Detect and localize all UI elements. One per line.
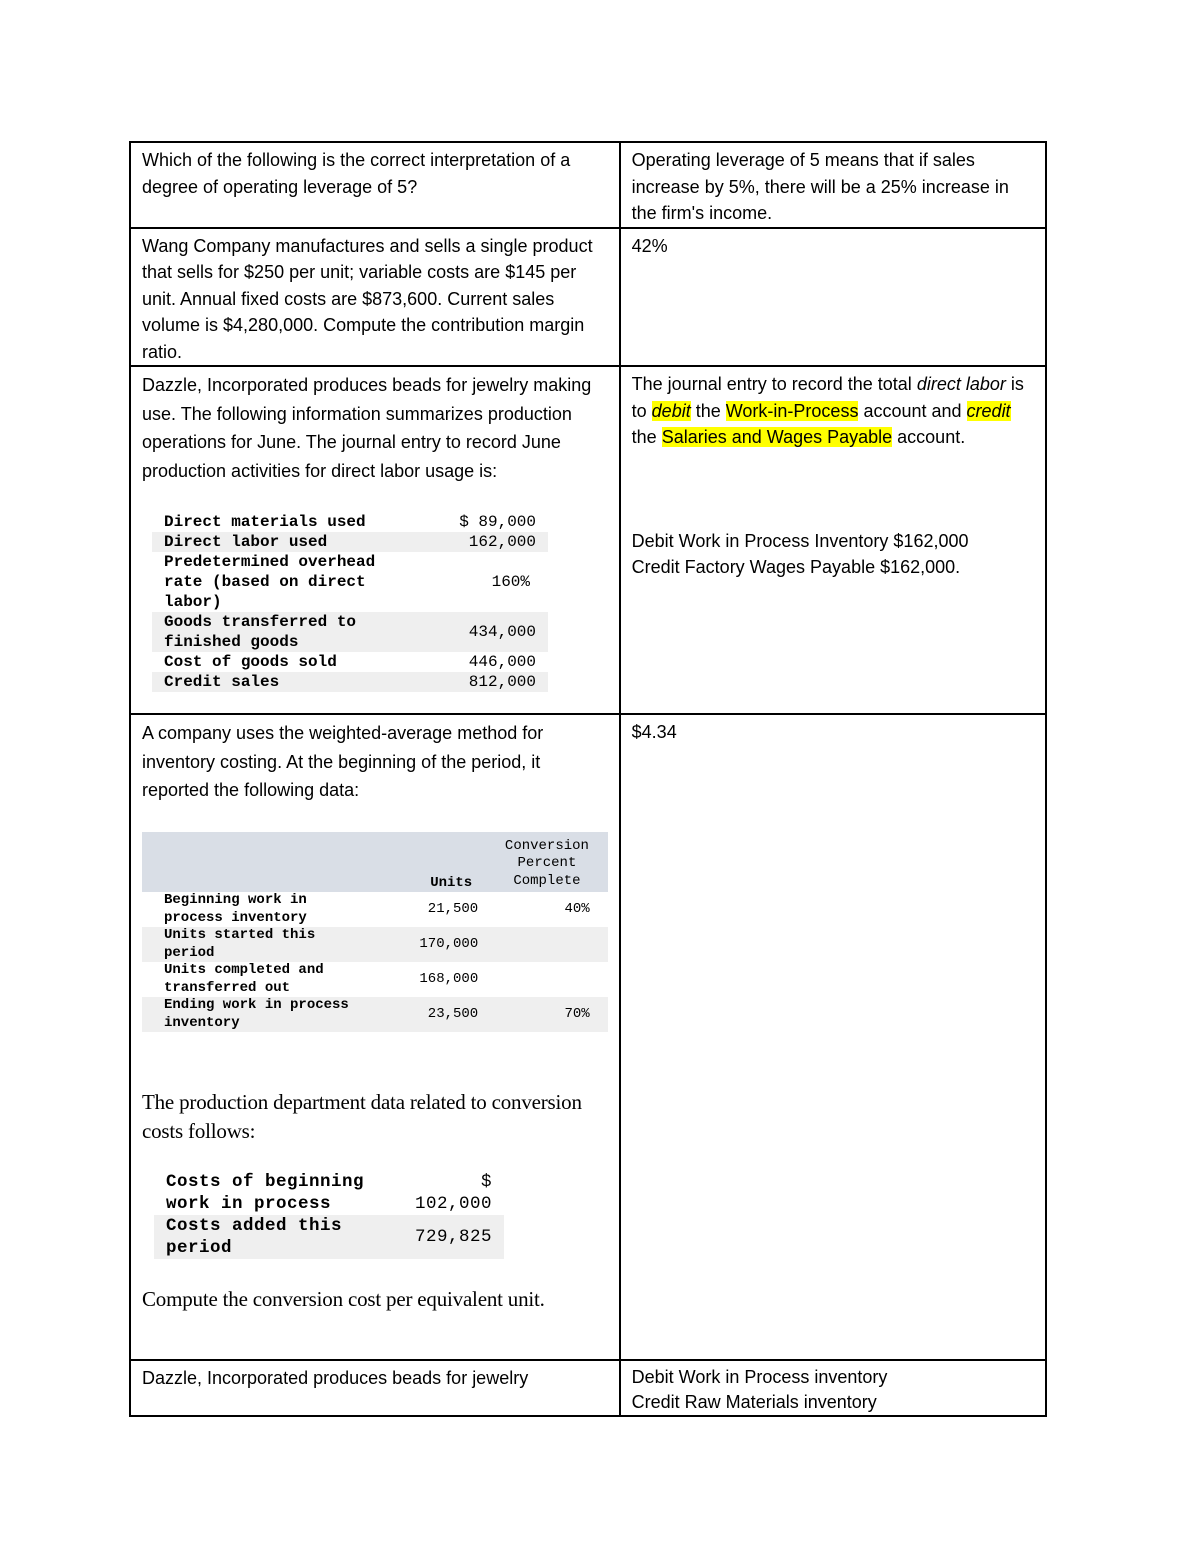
text-span: the <box>631 427 662 447</box>
data-row <box>152 612 548 652</box>
row-label: Costs of beginning work in process <box>166 1172 365 1214</box>
question-text: Dazzle, Incorporated produces beads for jewelry making use. The following information summarizes production operations for June. The journal entry to record June production activities for direct labor usage is: <box>142 375 592 481</box>
row-label: Units started this period <box>142 927 375 962</box>
conversion-intro: The production department data related to conversion costs follows: <box>142 1090 582 1143</box>
row-value: 729,825 <box>394 1215 504 1259</box>
production-data-table <box>152 512 548 692</box>
table-row <box>130 714 1046 1360</box>
table-row <box>130 228 1046 367</box>
question-cell <box>130 714 620 1360</box>
row-units: 170,000 <box>375 927 486 962</box>
row-pct: 70% <box>486 997 607 1032</box>
row-label: Beginning work in process inventory <box>164 892 307 926</box>
data-row <box>154 1171 504 1215</box>
data-row <box>142 892 608 927</box>
data-row <box>142 997 608 1032</box>
data-row <box>142 962 608 997</box>
row-value: $ 102,000 <box>414 1172 492 1214</box>
question-prompt: Compute the conversion cost per equivalent unit. <box>142 1287 545 1311</box>
highlight-debit: debit <box>651 400 691 421</box>
answer-cell: 42% <box>620 228 1046 367</box>
conversion-costs-table <box>154 1171 504 1259</box>
highlight-credit: credit <box>966 400 1011 421</box>
text-span: the <box>690 400 726 421</box>
answer-cell: Operating leverage of 5 means that if sales increase by 5%, there will be a 25% increase in the firm's income. <box>620 142 1046 228</box>
journal-entry-credit: Credit Raw Materials inventory <box>631 1392 877 1412</box>
row-label: Credit sales <box>152 672 432 692</box>
text-span: The journal entry to record the total <box>631 374 917 394</box>
question-cell: Wang Company manufactures and sells a single product that sells for $250 per unit; variable costs are $145 per unit. Annual fixed costs are $873,600. Current sales volume is $4,280,000. Compute the contribution margin ratio. <box>130 228 620 367</box>
text-span: account and <box>858 400 967 421</box>
header-row <box>142 832 608 893</box>
question-cell: Dazzle, Incorporated produces beads for jewelry <box>130 1360 620 1416</box>
row-value: 162,000 <box>432 532 548 552</box>
question-text: A company uses the weighted-average method for inventory costing. At the beginning of the period, it reported the following data: <box>142 723 544 800</box>
row-label: Goods transferred to finished goods <box>152 612 432 652</box>
row-label: Cost of goods sold <box>164 653 337 671</box>
header-conversion: Conversion Percent Complete <box>486 832 607 893</box>
highlight-account: Work-in-Process <box>725 400 859 421</box>
row-value: 434,000 <box>432 612 548 652</box>
header-units: Units <box>375 832 486 893</box>
row-units: 21,500 <box>427 900 479 917</box>
header-blank <box>142 832 375 893</box>
row-label: Direct materials used <box>164 513 366 531</box>
qa-table <box>129 141 1047 1417</box>
row-label: Direct labor used <box>152 532 432 552</box>
emphasis-text: direct labor <box>916 374 1006 394</box>
row-units: 23,500 <box>375 997 486 1032</box>
table-row <box>130 142 1046 228</box>
data-row <box>152 652 548 672</box>
row-label: Ending work in process inventory <box>142 997 375 1032</box>
journal-entry-debit: Debit Work in Process inventory <box>631 1367 888 1387</box>
row-label: Predetermined overhead rate (based on direct labor) <box>164 553 376 611</box>
row-pct: 40% <box>564 900 590 917</box>
row-value: 812,000 <box>432 672 548 692</box>
text-span: account. <box>892 427 966 447</box>
data-row <box>154 1215 504 1259</box>
row-pct <box>486 927 607 962</box>
row-value: $ 89,000 <box>459 513 536 531</box>
answer-cell: $4.34 <box>620 714 1046 1360</box>
answer-cell <box>620 1360 1046 1416</box>
row-units: 168,000 <box>419 970 479 987</box>
row-label: Costs added this period <box>154 1215 394 1259</box>
data-row <box>152 532 548 552</box>
table-row <box>130 1360 1046 1416</box>
data-row <box>142 927 608 962</box>
row-value: 446,000 <box>468 653 536 671</box>
answer-cell <box>620 366 1046 714</box>
highlight-account: Salaries and Wages Payable <box>661 427 893 447</box>
question-cell <box>130 366 620 714</box>
table-row <box>130 366 1046 714</box>
row-pct <box>486 962 607 997</box>
answer-explanation <box>632 371 1034 451</box>
journal-entry-debit: Debit Work in Process Inventory $162,000 <box>631 530 969 551</box>
question-cell: Which of the following is the correct interpretation of a degree of operating leverage of 5? <box>130 142 620 228</box>
row-label: Units completed and transferred out <box>164 962 324 996</box>
text-span: is to <box>631 374 1024 421</box>
data-row <box>152 552 548 612</box>
units-data-table <box>142 832 608 1033</box>
data-row <box>152 512 548 532</box>
data-row <box>152 672 548 692</box>
row-value: 160% <box>491 573 530 591</box>
journal-entry-credit: Credit Factory Wages Payable $162,000. <box>631 557 961 577</box>
